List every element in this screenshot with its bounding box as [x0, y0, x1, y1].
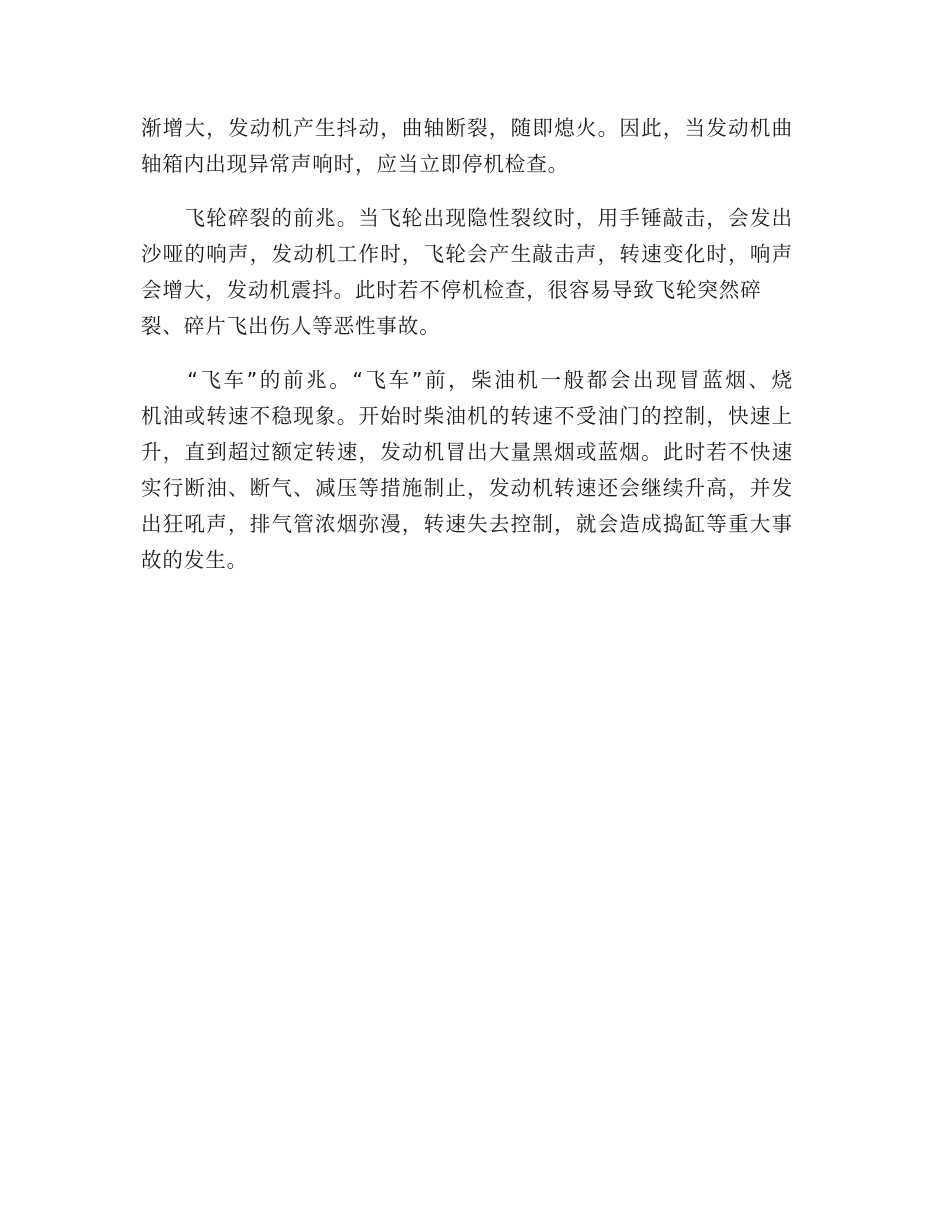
text-line: 飞轮碎裂的前兆。当飞轮出现隐性裂纹时，用手锤敲击，会发出	[141, 206, 793, 230]
text-line: 机油或转速不稳现象。开始时柴油机的转速不受油门的控制，快速上	[141, 404, 793, 428]
text-line: 升，直到超过额定转速，发动机冒出大量黑烟或蓝烟。此时若不快速	[141, 440, 793, 464]
document-body	[141, 110, 793, 578]
text-line: 实行断油、断气、减压等措施制止，发动机转速还会继续升高，并发	[141, 476, 793, 500]
paragraph-runaway	[141, 362, 793, 578]
text-line: “飞车”的前兆。“飞车”前，柴油机一般都会出现冒蓝烟、烧	[141, 368, 793, 392]
paragraph-flywheel	[141, 200, 793, 344]
text-line: 裂、碎片飞出伤人等恶性事故。	[141, 314, 441, 338]
text-line: 故的发生。	[141, 548, 248, 572]
text-line: 出狂吼声，排气管浓烟弥漫，转速失去控制，就会造成捣缸等重大事	[141, 512, 793, 536]
text-line: 会增大，发动机震抖。此时若不停机检查，很容易导致飞轮突然碎	[141, 278, 762, 302]
text-line: 轴箱内出现异常声响时，应当立即停机检查。	[141, 152, 569, 176]
text-line: 沙哑的响声，发动机工作时，飞轮会产生敲击声，转速变化时，响声	[141, 242, 793, 266]
paragraph-crankshaft	[141, 110, 793, 182]
text-line: 渐增大，发动机产生抖动，曲轴断裂，随即熄火。因此，当发动机曲	[141, 116, 793, 140]
